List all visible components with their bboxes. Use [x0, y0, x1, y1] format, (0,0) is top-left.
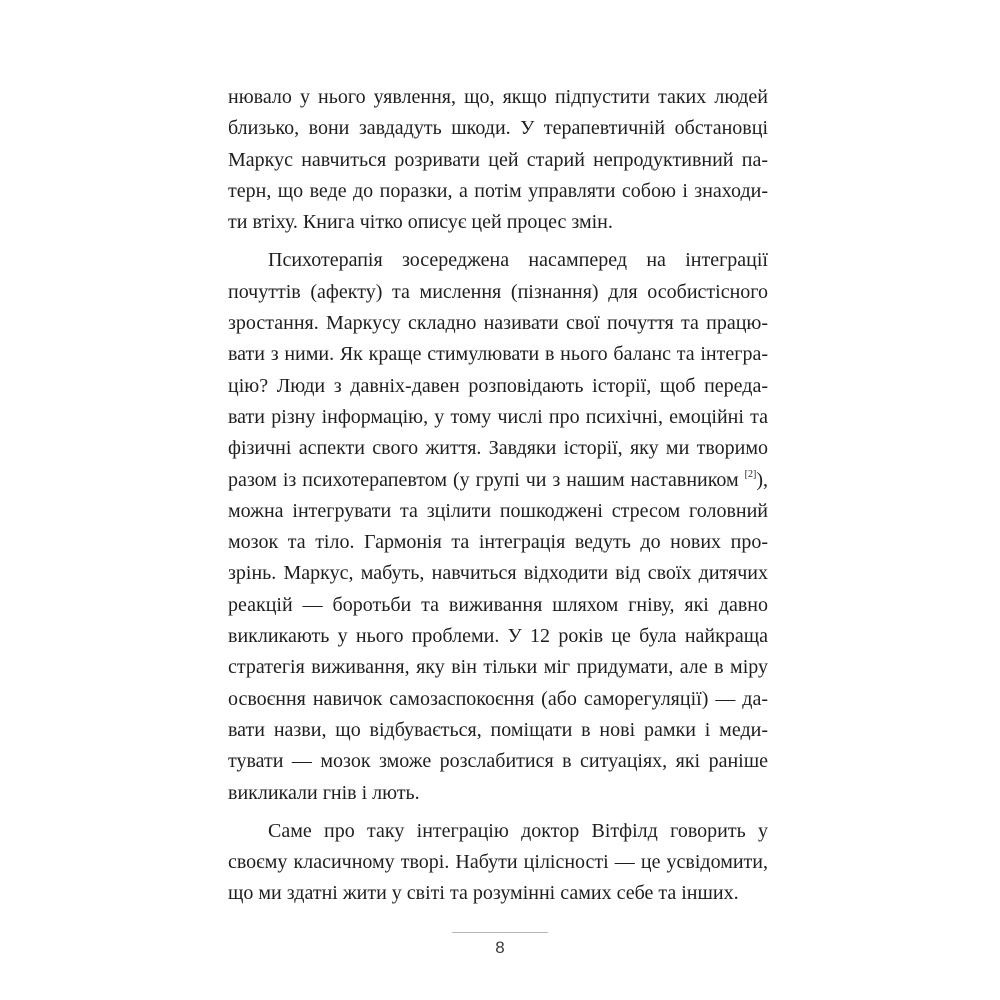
text-line: викликають у нього проблеми. У 12 років це була найкраща: [228, 625, 768, 648]
text-line: Психотерапія зосереджена насамперед на інтеграції: [268, 249, 768, 272]
text-line: вати назви, що відбувається, поміщати в нові рамки і меди-: [228, 718, 768, 741]
text-line: Саме про таку інтеграцію доктор Вітфілд говорить у: [268, 819, 768, 842]
text-line: близько, вони завдадуть шкоди. У терапевтичній обстановці: [228, 117, 768, 140]
text-line: нювало у нього уявлення, що, якщо підпустити таких людей: [228, 86, 768, 108]
text-line: стратегія виживання, яку він тільки міг придумати, але в міру: [228, 656, 768, 679]
page-number: 8: [495, 938, 505, 957]
text-line: зрінь. Маркус, мабуть, навчиться відходити від своїх дитячих: [228, 562, 768, 585]
text-line: вати з ними. Як краще стимулювати в нього баланс та інтегра-: [228, 343, 768, 366]
paragraph-3: [228, 816, 768, 910]
text-line: тувати — мозок зможе розслабитися в ситуаціях, які раніше: [228, 750, 768, 773]
text-line-content: разом із психотерапевтом (у групі чи з нашим наставником: [228, 468, 739, 491]
text-line: терн, що веде до поразки, а потім управляти собою і знаходи-: [228, 179, 768, 202]
text-line: викликали гнів і лють.: [228, 781, 420, 804]
text-line: реакцій — боротьби та виживання шляхом гніву, які давно: [228, 593, 768, 616]
paragraph-1: [228, 82, 768, 238]
paragraph-2: [228, 245, 768, 808]
text-line: почуттів (афекту) та мислення (пізнання) для особистісного: [228, 280, 768, 303]
text-line: фізичні аспекти свого життя. Завдяки історії, яку ми творимо: [228, 437, 768, 460]
paragraph-gap: [228, 238, 768, 245]
text-line-with-footnote: [228, 465, 768, 496]
text-line: можна інтегрувати та зцілити пошкоджені стресом головний: [228, 499, 768, 522]
text-line-ending: ),: [756, 468, 769, 491]
text-line: цію? Люди з давніх-давен розповідають історії, щоб переда-: [228, 374, 768, 397]
paragraph-gap: [228, 809, 768, 816]
text-line: своєму класичному творі. Набути цілісності — це усвідомити,: [228, 851, 768, 874]
text-line: ти втіху. Книга чітко описує цей процес змін.: [228, 211, 613, 234]
text-line: що ми здатні жити у світі та розумінні самих себе та інших.: [228, 882, 739, 905]
footer-divider: [452, 932, 548, 933]
body-text: [228, 82, 768, 910]
text-line: освоєння навичок самозаспокоєння (або саморегуляції) — да-: [228, 687, 768, 710]
text-line: зростання. Маркусу складно називати свої почуття та працю-: [228, 312, 768, 335]
text-line: Маркус навчиться розривати цей старий непродуктивний па-: [228, 148, 768, 171]
text-line: вати різну інформацію, у тому числі про психічні, емоційні та: [228, 405, 768, 428]
footnote-reference[interactable]: [2]: [744, 468, 757, 480]
text-line: мозок та тіло. Гармонія та інтеграція ведуть до нових про-: [228, 531, 768, 554]
